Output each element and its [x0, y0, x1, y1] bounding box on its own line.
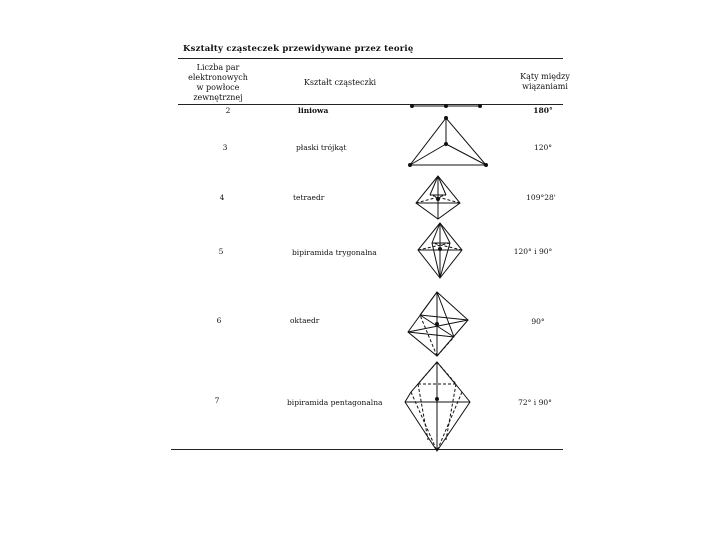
row-pairs: 4: [219, 193, 225, 202]
table-title: Kształty cząsteczek przewidywane przez teorię: [183, 44, 414, 54]
header-pairs-line: zewnętrznej: [193, 93, 243, 102]
row-pairs: 5: [218, 247, 224, 256]
row-pairs: 6: [216, 316, 222, 325]
row-angle: 72° i 90°: [518, 398, 552, 407]
trigonal-bipyramid-icon: [418, 223, 462, 278]
linear-molecule-icon: [410, 104, 482, 108]
trigonal-planar-icon: [408, 116, 488, 167]
header-pairs-line: Liczba par: [196, 63, 240, 72]
row-angle: 120°: [533, 143, 553, 152]
row-shape: płaski trójkąt: [296, 143, 347, 152]
row-angle: 180°: [533, 106, 553, 115]
row-shape: liniowa: [298, 106, 329, 115]
row-shape: tetraedr: [293, 193, 325, 202]
row-pairs: 3: [222, 143, 228, 152]
row-angle: 120° i 90°: [513, 247, 553, 256]
header-angles-line: Kąty między: [520, 72, 570, 81]
header-angles-line: wiązaniami: [522, 82, 568, 91]
header-shape: Kształt cząsteczki: [303, 78, 377, 87]
row-shape: oktaedr: [290, 316, 320, 325]
header-pairs-line: elektronowych: [188, 73, 248, 82]
tetrahedron-icon: [416, 176, 460, 219]
row-angle: 90°: [531, 317, 545, 326]
header-pairs-line: w powłoce: [196, 83, 240, 92]
row-pairs: 2: [225, 106, 231, 115]
pentagonal-bipyramid-icon: [405, 362, 470, 451]
row-shape: bipiramida pentagonalna: [287, 398, 383, 407]
octahedron-icon: [408, 292, 468, 356]
row-pairs: 7: [214, 396, 220, 405]
row-shape: bipiramida trygonalna: [292, 248, 377, 257]
row-angle: 109°28': [526, 193, 556, 202]
